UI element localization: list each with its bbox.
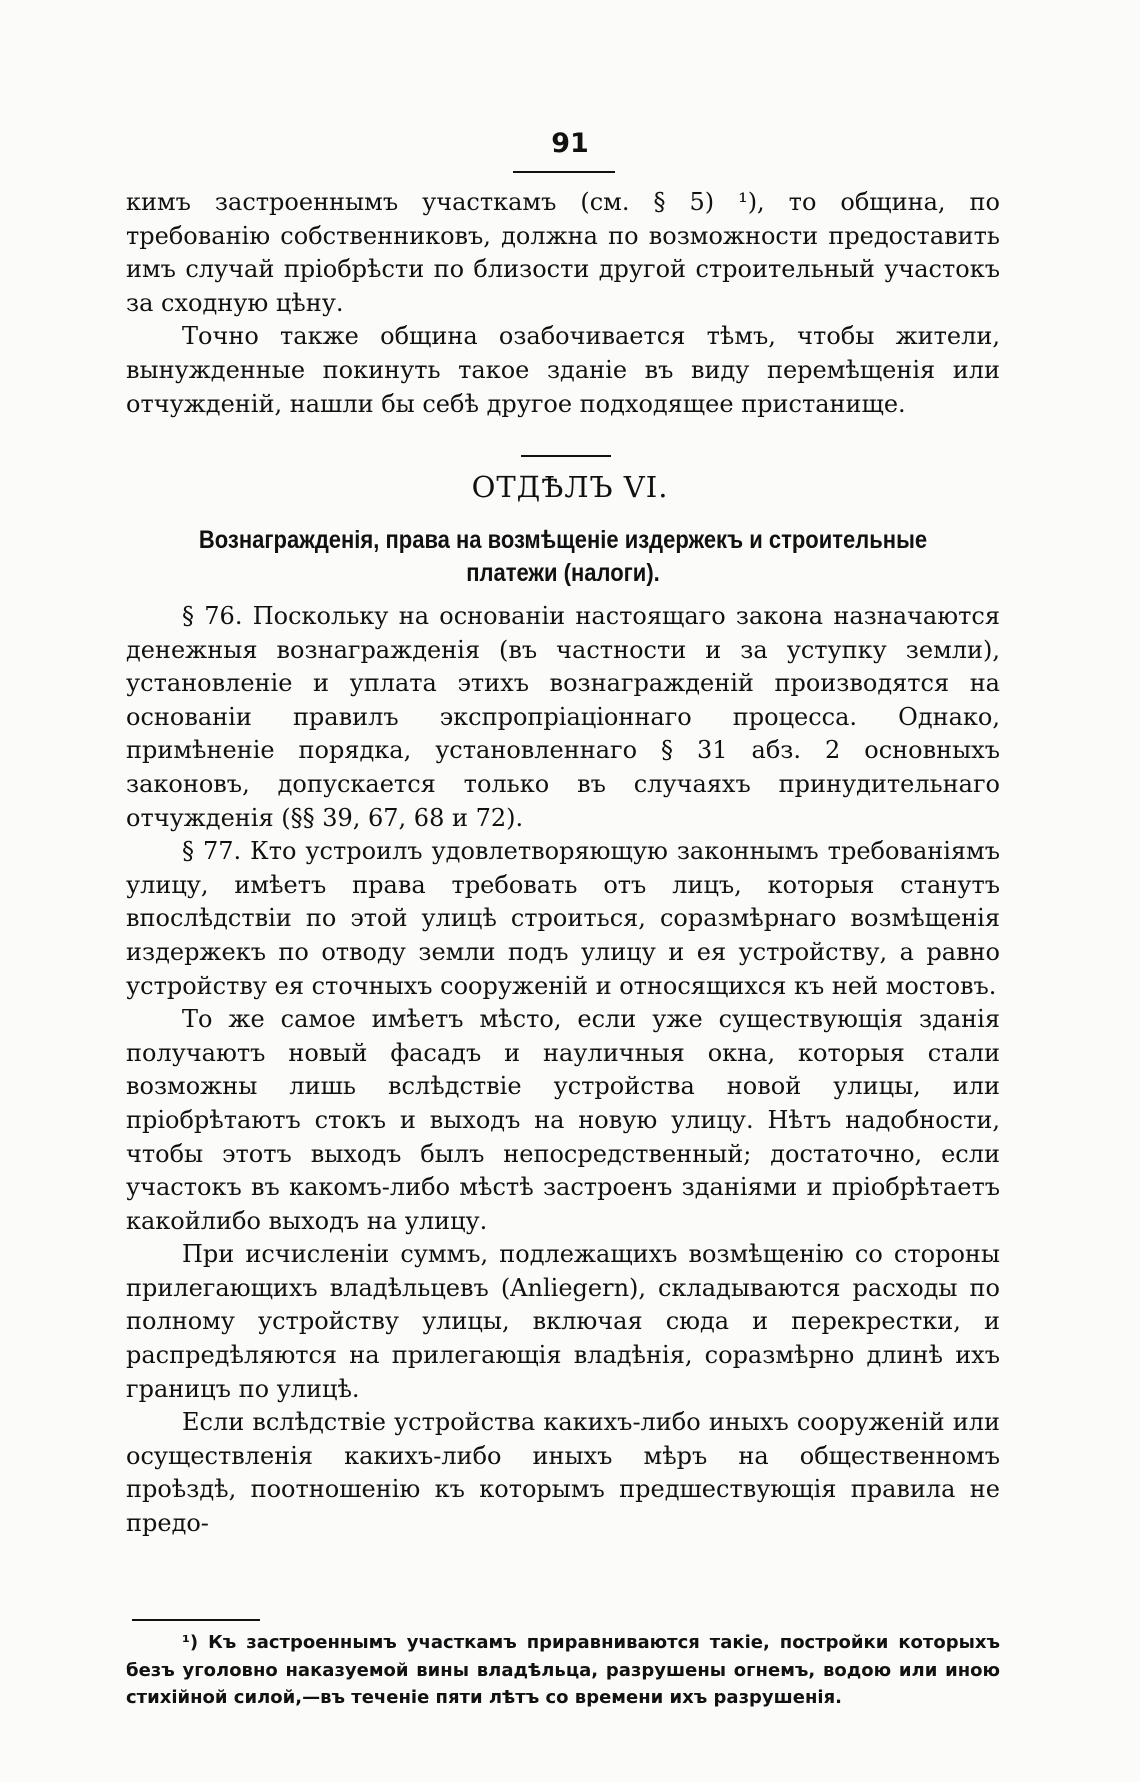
section-divider <box>521 455 611 457</box>
opening-paragraph: кимъ застроеннымъ участкамъ (см. § 5) ¹), то община, по требованію собственниковъ, должна по возможности предоставить имъ случай пріобрѣсти по близости другой строительный участокъ за сходную цѣну. <box>126 188 1000 317</box>
paragraph-77-second: То же самое имѣетъ мѣсто, если уже существующія зданія получаютъ новый фасадъ и науличныя окна, которыя стали возможны лишь вслѣдствіе устройства новой улицы, или пріобрѣтаютъ стокъ и выходъ на новую улицу. Нѣтъ надобности, чтобы этотъ выходъ былъ непосредственный; достаточно, если участокъ въ какомъ-либо мѣстѣ застроенъ зданіями и пріобрѣтаетъ какойлибо выходъ на улицу. <box>126 1005 1000 1235</box>
opening-block <box>126 186 1000 421</box>
footnote-text: ¹) Къ застроеннымъ участкамъ приравниваются такіе, постройки которыхъ безъ уголовно наказуемой вины владѣльца, разрушены огнемъ, водою или иною стихійной силой,—въ теченіе пяти лѣтъ со времени ихъ разрушенія. <box>126 1632 1000 1708</box>
paragraph-76: § 76. Поскольку на основаніи настоящаго закона назначаются денежныя вознагражденія (въ частности и за уступку земли), установленіе и уплата этихъ вознагражденій производятся на основаніи правилъ экспропріаціоннаго процесса. Однако, примѣненіе порядка, установленнаго § 31 абз. 2 основныхъ законовъ, допускается только въ случаяхъ принудительнаго отчужденія (§§ 39, 67, 68 и 72). <box>126 602 1000 832</box>
paragraph-shelter: Точно также община озабочивается тѣмъ, чтобы жители, вынужденные покинуть такое зданіе въ виду перемѣщенія или отчужденій, нашли бы себѣ другое подходящее пристанище. <box>126 322 1000 418</box>
section-body <box>126 600 1000 1541</box>
paragraph-77-fourth: Если вслѣдствіе устройства какихъ-либо иныхъ сооруженій или осуществленія какихъ-либо иныхъ мѣръ на общественномъ проѣздѣ, поотношенію къ которымъ предшествующія правила не предо- <box>126 1408 1000 1538</box>
paragraph-77-third: При исчисленіи суммъ, подлежащихъ возмѣщенію со стороны прилегающихъ владѣльцевъ (Anliegern), складываются расходы по полному устройству улицы, включая сюда и перекрестки, и распредѣляются на прилегающія владѣнія, соразмѣрно длинѣ ихъ границъ по улицѣ. <box>126 1240 1000 1403</box>
section-title: ОТДѢЛЪ VI. <box>471 470 669 504</box>
paragraph-77: § 77. Кто устроилъ удовлетворяющую законнымъ требованіямъ улицу, имѣетъ права требовать отъ лицъ, которыя станутъ впослѣдствіи по этой улицѣ строиться, соразмѣрнаго возмѣщенія издержекъ по отводу земли подъ улицу и ея устройству, а равно устройству ея сточныхъ сооруженій и относящихся къ ней мостовъ. <box>126 837 1000 1000</box>
page-number: 91 <box>551 128 589 159</box>
footnote-block <box>126 1629 1000 1712</box>
footnote-rule <box>132 1619 260 1621</box>
section-subtitle: Вознагражденія, права на возмѣщеніе издержекъ и строительные платежи (налоги). <box>198 526 928 587</box>
page-number-rule <box>513 171 615 173</box>
